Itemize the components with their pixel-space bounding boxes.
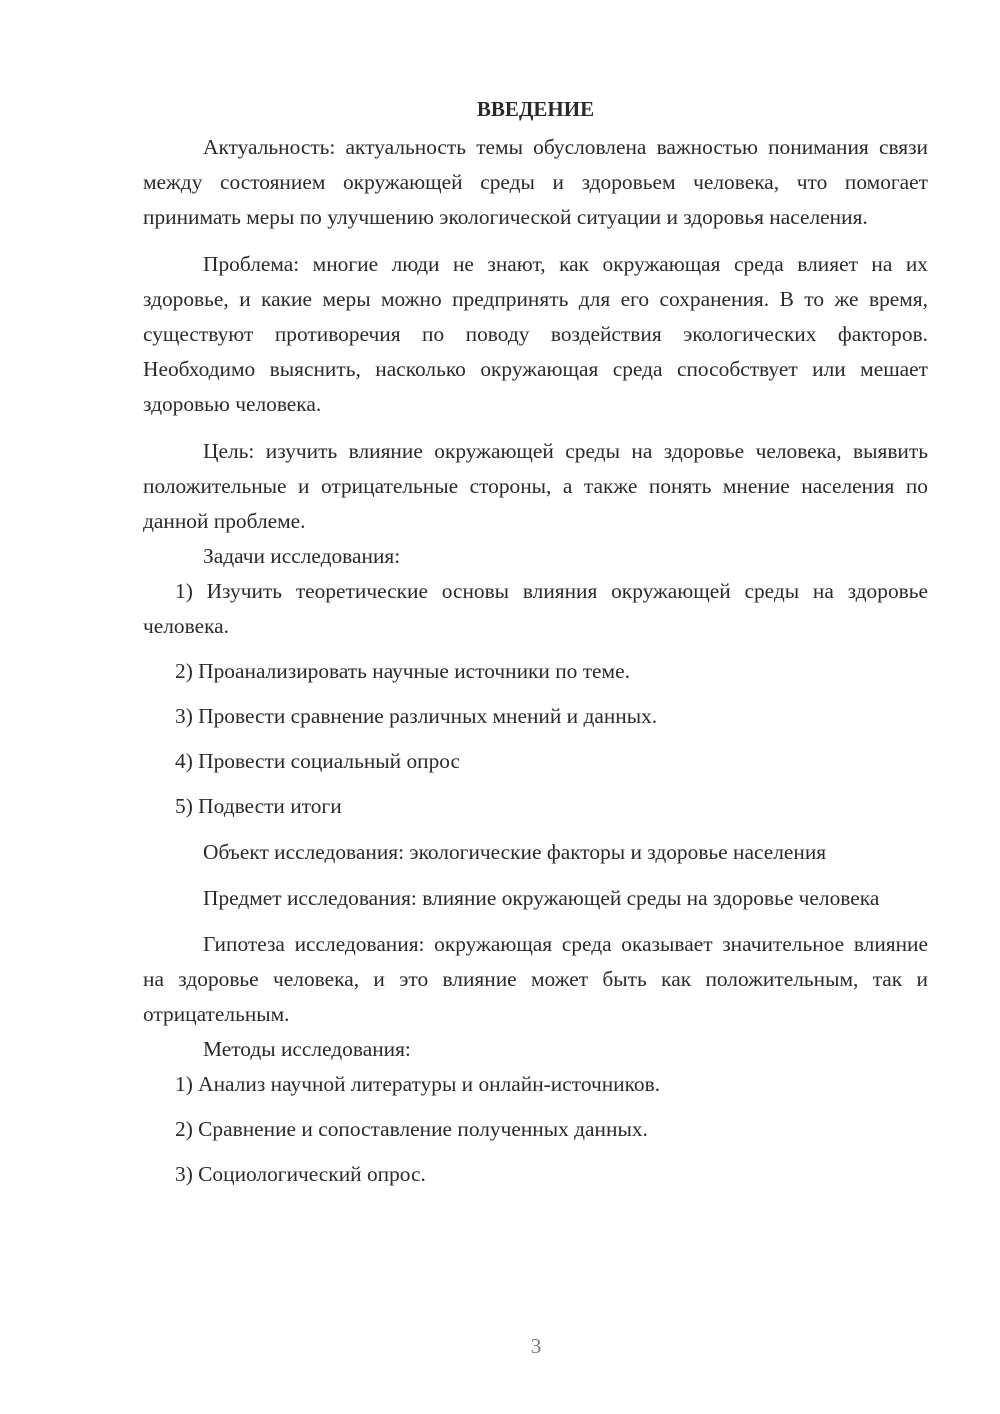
goal-paragraph: Цель: изучить влияние окружающей среды на здоровье человека, выявить положительные и отрицательные стороны, а также понять мнение населения по данной проблеме.: [143, 439, 928, 533]
task-item: 5) Подвести итоги: [175, 794, 342, 818]
method-item: 2) Сравнение и сопоставление полученных данных.: [175, 1117, 648, 1141]
task-item: 2) Проанализировать научные источники по теме.: [175, 659, 630, 683]
relevance-paragraph: Актуальность: актуальность темы обусловлена важностью понимания связи между состоянием окружающей среды и здоровьем человека, что помогает принимать меры по улучшению экологической ситуации и здоровья населения.: [143, 135, 928, 229]
task-item: 4) Провести социальный опрос: [175, 749, 461, 773]
object-paragraph: Объект исследования: экологические факторы и здоровье населения: [203, 840, 827, 864]
page-title: ВВЕДЕНИЕ: [476, 97, 595, 121]
task-item: 3) Провести сравнение различных мнений и данных.: [175, 704, 658, 728]
methods-heading: Методы исследования:: [203, 1037, 411, 1061]
page-number: 3: [530, 1334, 542, 1358]
subject-paragraph: Предмет исследования: влияние окружающей среды на здоровье человека: [203, 886, 880, 910]
task-item: 1) Изучить теоретические основы влияния окружающей среды на здоровье человека.: [143, 579, 928, 638]
hypothesis-paragraph: Гипотеза исследования: окружающая среда оказывает значительное влияние на здоровье человека, и это влияние может быть как положительным, так и отрицательным.: [143, 932, 928, 1026]
document-page: [143, 92, 928, 1192]
tasks-heading: Задачи исследования:: [203, 544, 401, 568]
method-item: 1) Анализ научной литературы и онлайн-источников.: [175, 1072, 661, 1096]
method-item: 3) Социологический опрос.: [175, 1162, 426, 1186]
problem-paragraph: Проблема: многие люди не знают, как окружающая среда влияет на их здоровье, и какие меры можно предпринять для его сохранения. В то же время, существуют противоречия по поводу воздействия экологических факторов. Необходимо выяснить, насколько окружающая среда способствует или мешает здоровью человека.: [143, 252, 928, 416]
